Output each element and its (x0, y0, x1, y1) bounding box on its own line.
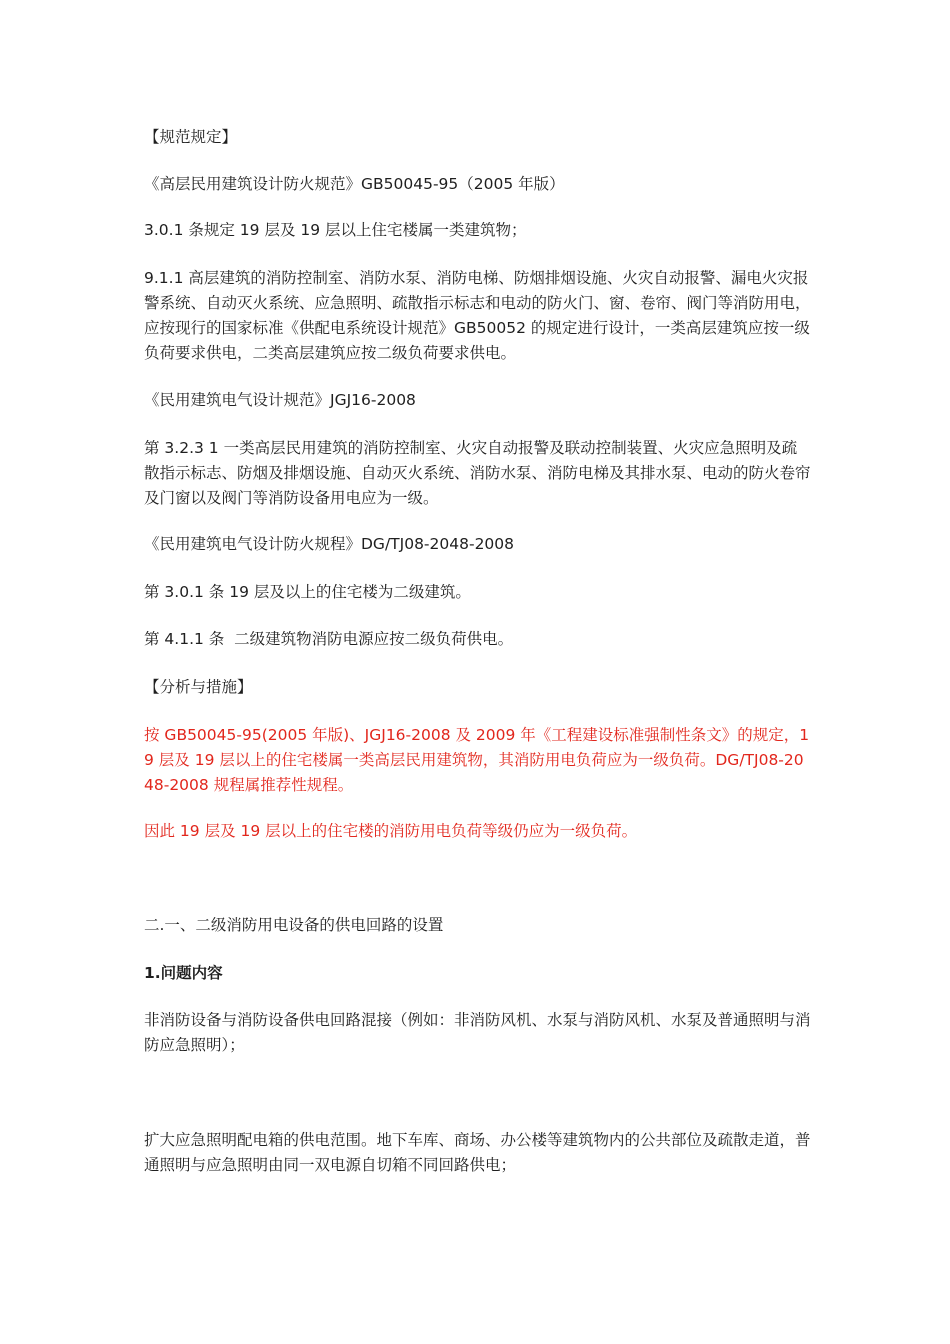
clause-dg-4-1-1: 第 4.1.1 条 二级建筑物消防电源应按二级负荷供电。 (144, 630, 514, 648)
standard-title-jgj16: 《民用建筑电气设计规范》JGJ16-2008 (144, 391, 416, 409)
conclusion-paragraph: 因此 19 层及 19 层以上的住宅楼的消防用电负荷等级仍应为一级负荷。 (144, 822, 638, 840)
analysis-paragraph: 按 GB50045-95(2005 年版)、JGJ16-2008 及 2009 年《工程建设标准强制性条文》的规定，19 层及 19 层以上的住宅楼属一类高层民用建筑物，其消防用电负荷应为一级负荷。DG/TJ08-2048-2008 规程属推荐性规程。 (144, 726, 810, 794)
section-heading-two: 二.一、二级消防用电设备的供电回路的设置 (144, 916, 444, 934)
standard-title-dgtj08: 《民用建筑电气设计防火规程》DG/TJ08-2048-2008 (144, 535, 515, 553)
problem-paragraph-2: 扩大应急照明配电箱的供电范围。地下车库、商场、办公楼等建筑物内的公共部位及疏散走道，普通照明与应急照明由同一双电源自切箱不同回路供电； (144, 1131, 811, 1174)
section-heading-regulations: 【规范规定】 (144, 128, 238, 146)
clause-3-0-1: 3.0.1 条规定 19 层及 19 层以上住宅楼属一类建筑物； (144, 221, 527, 239)
subheading-problem-content: 1.问题内容 (144, 964, 223, 982)
clause-3-2-3: 第 3.2.3 1 一类高层民用建筑的消防控制室、火灾自动报警及联动控制装置、火灾应急照明及疏散指示标志、防烟及排烟设施、自动灭火系统、消防水泵、消防电梯及其排水泵、电动的防火卷帘及门窗以及阀门等消防设备用电应为一级。 (144, 439, 811, 507)
problem-paragraph-1: 非消防设备与消防设备供电回路混接（例如：非消防风机、水泵与消防风机、水泵及普通照明与消防应急照明）； (144, 1011, 811, 1054)
section-heading-analysis: 【分析与措施】 (144, 678, 253, 696)
standard-title-gb50045: 《高层民用建筑设计防火规范》GB50045-95（2005 年版） (144, 175, 565, 193)
clause-dg-3-0-1: 第 3.0.1 条 19 层及以上的住宅楼为二级建筑。 (144, 583, 471, 601)
clause-9-1-1: 9.1.1 高层建筑的消防控制室、消防水泵、消防电梯、防烟排烟设施、火灾自动报警、漏电火灾报警系统、自动灭火系统、应急照明、疏散指示标志和电动的防火门、窗、卷帘、阀门等消防用电，应按现行的国家标准《供配电系统设计规范》GB50052 的规定进行设计，一类高层建筑应按一级负荷要求供电，二类高层建筑应按二级负荷要求供电。 (144, 269, 811, 362)
